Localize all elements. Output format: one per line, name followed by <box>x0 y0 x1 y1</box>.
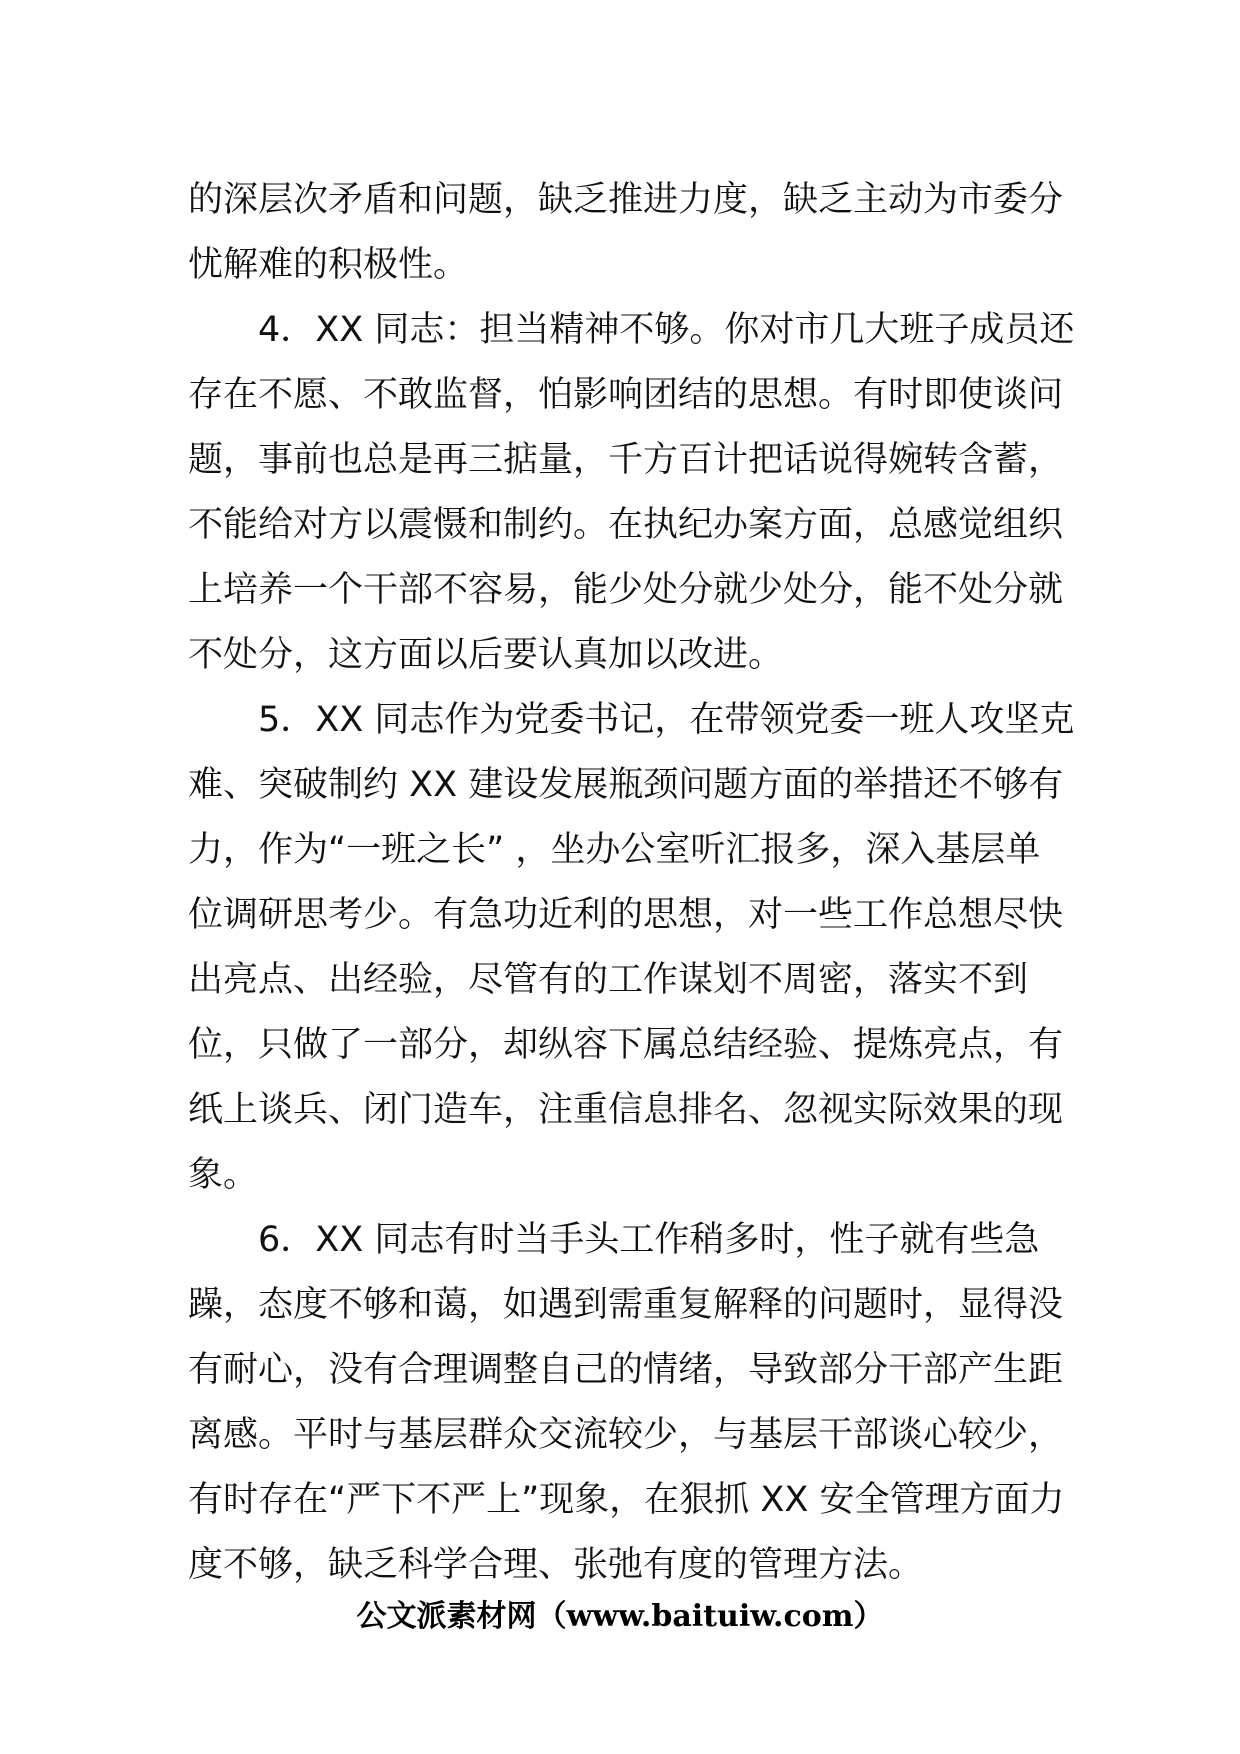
body-line: 有耐心，没有合理调整自己的情绪，导致部分干部产生距 <box>188 1350 1064 1390</box>
paragraph-6-start: 6．XX 同志有时当手头工作稍多时，性子就有些急 <box>258 1220 1040 1260</box>
body-line: 忧解难的积极性。 <box>188 245 469 285</box>
body-line: 题，事前也总是再三掂量，千方百计把话说得婉转含蓄， <box>188 440 1064 480</box>
body-line: 不处分，这方面以后要认真加以改进。 <box>188 635 784 675</box>
footer-watermark: 公文派素材网（www.baituiw.com） <box>356 1599 884 1634</box>
body-line: 纸上谈兵、闭门造车，注重信息排名、忽视实际效果的现 <box>188 1090 1064 1130</box>
paragraph-4-start: 4．XX 同志：担当精神不够。你对市几大班子成员还 <box>258 310 1075 350</box>
paragraph-5-start: 5．XX 同志作为党委书记，在带领党委一班人攻坚克 <box>258 700 1075 740</box>
body-line: 躁，态度不够和蔼，如遇到需重复解释的问题时，显得没 <box>188 1285 1064 1325</box>
body-line: 的深层次矛盾和问题，缺乏推进力度，缺乏主动为市委分 <box>188 180 1064 220</box>
body-line: 度不够，缺乏科学合理、张弛有度的管理方法。 <box>188 1545 924 1585</box>
body-line: 离感。平时与基层群众交流较少，与基层干部谈心较少， <box>188 1415 1064 1455</box>
body-line: 不能给对方以震慑和制约。在执纪办案方面，总感觉组织 <box>188 505 1064 545</box>
body-line: 难、突破制约 XX 建设发展瓶颈问题方面的举措还不够有 <box>188 765 1064 805</box>
document-body <box>188 168 1075 1598</box>
body-line: 力，作为“一班之长” ，坐办公室听汇报多，深入基层单 <box>188 830 1041 870</box>
body-line: 上培养一个干部不容易，能少处分就少处分，能不处分就 <box>188 570 1064 610</box>
body-line: 位，只做了一部分，却纵容下属总结经验、提炼亮点，有 <box>188 1025 1064 1065</box>
body-line: 象。 <box>188 1155 259 1195</box>
body-line: 有时存在“严下不严上”现象，在狠抓 XX 安全管理方面力 <box>188 1480 1065 1520</box>
body-line: 存在不愿、不敢监督，怕影响团结的思想。有时即使谈问 <box>188 375 1064 415</box>
body-line: 位调研思考少。有急功近利的思想，对一些工作总想尽快 <box>188 895 1064 935</box>
body-line: 出亮点、出经验，尽管有的工作谋划不周密，落实不到 <box>188 960 1029 1000</box>
